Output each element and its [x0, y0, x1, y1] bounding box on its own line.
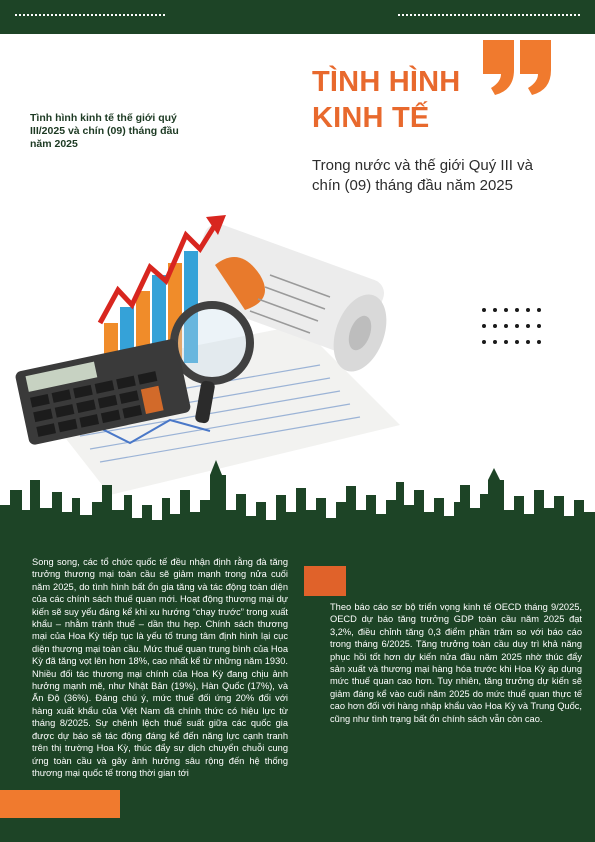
quote-mark-icon-2 [520, 40, 551, 95]
title-line-1: TÌNH HÌNH [312, 66, 461, 98]
left-paragraph: Song song, các tổ chức quốc tế đều nhận định rằng đà tăng trưởng thương mại toàn cầu sẽ giảm mạnh trong nửa cuối năm 2025, do tình hình bất ổn gia tăng và tác động toàn diện của các chính sách thuế quan mới. Hoạt động thương mại dự kiến sẽ suy yếu đáng kể khi xu hướng “chạy trước” trong xuất khẩu – nhằm tránh thuế – dần thu hẹp. Chính sách thương mại của Hoa Kỳ tiếp tục là yếu tố trung tâm định hình lại cục diện thương mại toàn cầu. Mức thuế quan trung bình của Hoa Kỳ đã tăng vọt lên hơn 18%, cao nhất kể từ những năm 1930. Nhiều đối tác thương mại chính của Hoa Kỳ đang chịu ảnh hưởng mạnh mẽ, như Nhật Bản (19%), Hàn Quốc (17%), và Ấn Độ (36%). Đáng chú ý, mức thuế đối ứng 20% đối với hàng xuất khẩu của Việt Nam đã chính thức có hiệu lực từ tháng 8/2025. Sự chênh lệch thuế suất giữa các quốc gia được dự báo sẽ tác động đáng kể đến năng lực cạnh tranh trên thị trường Hoa Kỳ, thúc đẩy sự dịch chuyển chuỗi cung ứng toàn cầu và gây ảnh hưởng sâu rộng đến hệ thống thương mại quốc tế trong thời gian tới [32, 557, 288, 778]
side-caption: Tình hình kinh tế thế giới quý III/2025 và chín (09) tháng đầu năm 2025 [30, 112, 179, 150]
top-bar [0, 0, 595, 34]
title-line-2: KINH TẾ [312, 102, 430, 134]
bottom-bar [0, 818, 595, 842]
page-title [312, 64, 512, 136]
right-paragraph: Theo báo cáo sơ bộ triển vọng kinh tế OECD tháng 9/2025, OECD dự báo tăng trưởng GDP toàn cầu năm 2025 đạt 3,2%, điều chỉnh tăng 0,3 điểm phần trăm so với báo cáo trong tháng 6/2025. Tăng trưởng toàn cầu duy trì khả năng phục hồi tốt hơn dự kiến nửa đầu năm 2025 nhờ thúc đẩy sản xuất và thương mại hàng hóa trước khi Hoa Kỳ áp dụng mức thuế quan cao hơn. Tuy nhiên, tăng trưởng dự kiến sẽ giảm đáng kể vào cuối năm 2025 do mức thuế quan thực tế cao hơn đối với hàng nhập khẩu vào Hoa Kỳ và Trung Quốc, cũng như tình trạng bất ổn chính sách vẫn còn cao. [330, 602, 582, 724]
page-subtitle: Trong nước và thế giới Quý III và chín (09) tháng đầu năm 2025 [312, 157, 533, 194]
dot-grid-decoration [481, 306, 543, 346]
top-dotted-line-right [398, 14, 580, 16]
top-dotted-line-left [15, 14, 165, 16]
bottom-orange-stripe [0, 790, 120, 818]
orange-accent-square [304, 566, 346, 596]
